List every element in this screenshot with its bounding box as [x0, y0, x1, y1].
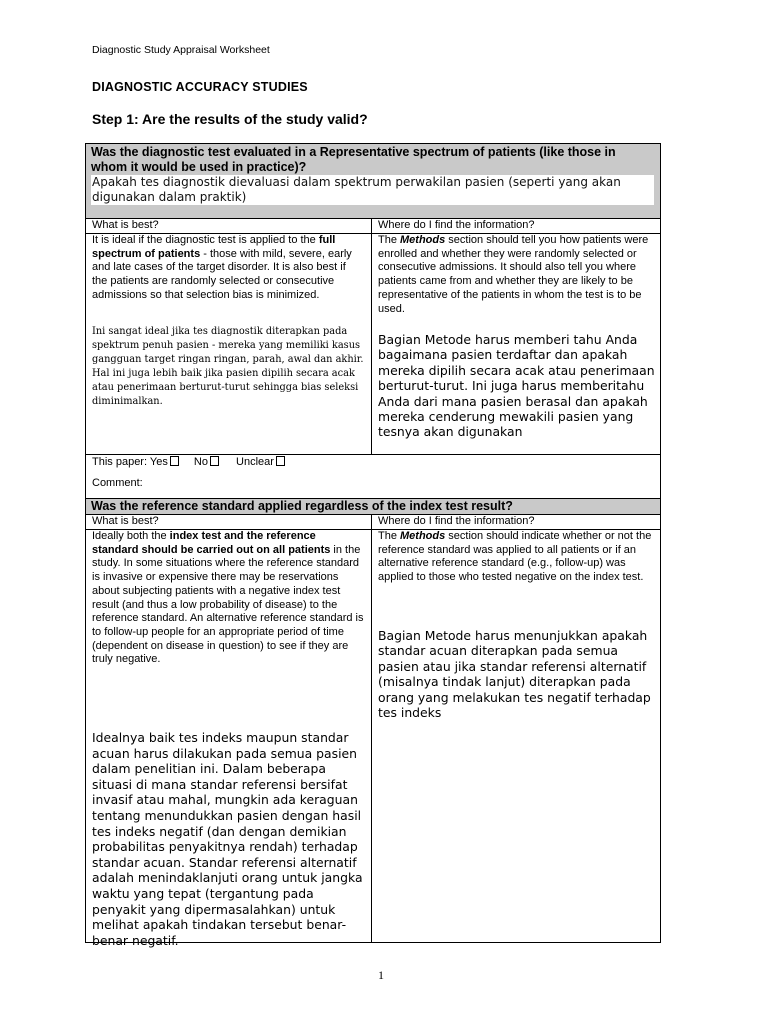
q2-col-right-header: Where do I find the information? [378, 515, 535, 527]
page-number: 1 [378, 968, 384, 982]
section-title: DIAGNOSTIC ACCURACY STUDIES [92, 80, 308, 94]
question2-text: Was the reference standard applied regardless of the index test result? [91, 499, 513, 513]
q1-find-text: The Methods section should tell you how patients were enrolled and whether they were randomly selected or consecutive admissions. It should also tell you where patients came from and whether they are likely to be representative of the patients in whom the test is to be used. [378, 234, 649, 315]
running-header: Diagnostic Study Appraisal Worksheet [92, 44, 270, 56]
yes-checkbox[interactable] [170, 456, 179, 466]
column-divider [371, 218, 372, 454]
no-checkbox[interactable] [210, 456, 219, 466]
q2-find-translation: Bagian Metode harus menunjukkan apakah standar acuan diterapkan pada semua pasien atau jika standar referensi alternatif (misalnya tindak lanjut) diterapkan pada orang yang melakukan tes negatif terhadap tes indeks [378, 628, 651, 721]
step-title: Step 1: Are the results of the study valid? [92, 111, 368, 127]
q1-best-translation: Ini sangat ideal jika tes diagnostik diterapkan pada spektrum penuh pasien - mereka yang memiliki kasus gangguan target ringan ringan, parah, awal dan akhir. Hal ini juga lebih baik jika pasien dipilih secara acak atau penerimaan berturut-turut sehingga bias seleksi diminimalkan. [92, 326, 364, 407]
q2-col-left-header: What is best? [92, 515, 159, 527]
column-divider [371, 514, 372, 942]
q1-best-text: It is ideal if the diagnostic test is applied to the full spectrum of patients - those with mild, severe, early and late cases of the target disorder. It is also best if the patients are randomly selected or consecutive admissions so that selection bias is minimized. [92, 234, 352, 301]
unclear-checkbox[interactable] [276, 456, 285, 466]
q1-find-translation: Bagian Metode harus memberi tahu Anda bagaimana pasien terdaftar dan apakah mereka dipilih secara acak atau penerimaan berturut-turut. Ini juga harus memberitahu Anda dari mana pasien berasal dan apakah mereka cenderung mewakili pasien yang tesnya akan digunakan [378, 332, 655, 440]
q2-find-text: The Methods section should indicate whether or not the reference standard was applied to all patients or if an alternative reference standard (e.g., follow-up) was applied to those who tested negative on the index test. [378, 530, 652, 584]
q2-best-text: Ideally both the index test and the reference standard should be carried out on all patients in the study. In some situations where the reference standard is invasive or expensive there may be reservations about subjecting patients with a negative index test result (and thus a low probability of disease) to the reference standard. An alternative reference standard is to follow-up people for an appropriate period of time (dependent on disease in question) to see if they are truly negative. [92, 530, 364, 666]
comment-label: Comment: [92, 477, 143, 489]
this-paper-row: This paper: Yes No Unclear [92, 456, 492, 470]
q2-best-translation: Idealnya baik tes indeks maupun standar acuan harus dilakukan pada semua pasien dalam penelitian ini. Dalam beberapa situasi di mana standar referensi bersifat invasif atau mahal, mungkin ada keraguan tentang menundukkan pasien dengan hasil tes indeks negatif (dan dengan demikian probabilitas penyakitnya rendah) terhadap standar acuan. Standar referensi alternatif adalah menindaklanjuti orang untuk jangka waktu yang tepat (tergantung pada penyakit yang dipermasalahkan) untuk melihat apakah tindakan tersebut benar-benar negatif. [92, 730, 363, 948]
question1-text: Was the diagnostic test evaluated in a Representative spectrum of patients (like those in whom it would be used in practice)? [91, 145, 616, 174]
question1-translation: Apakah tes diagnostik dievaluasi dalam spektrum perwakilan pasien (seperti yang akan digunakan dalam praktik) [92, 175, 621, 204]
q1-col-left-header: What is best? [92, 219, 159, 231]
q1-col-right-header: Where do I find the information? [378, 219, 535, 231]
divider [86, 454, 660, 455]
appraisal-table [85, 143, 661, 948]
